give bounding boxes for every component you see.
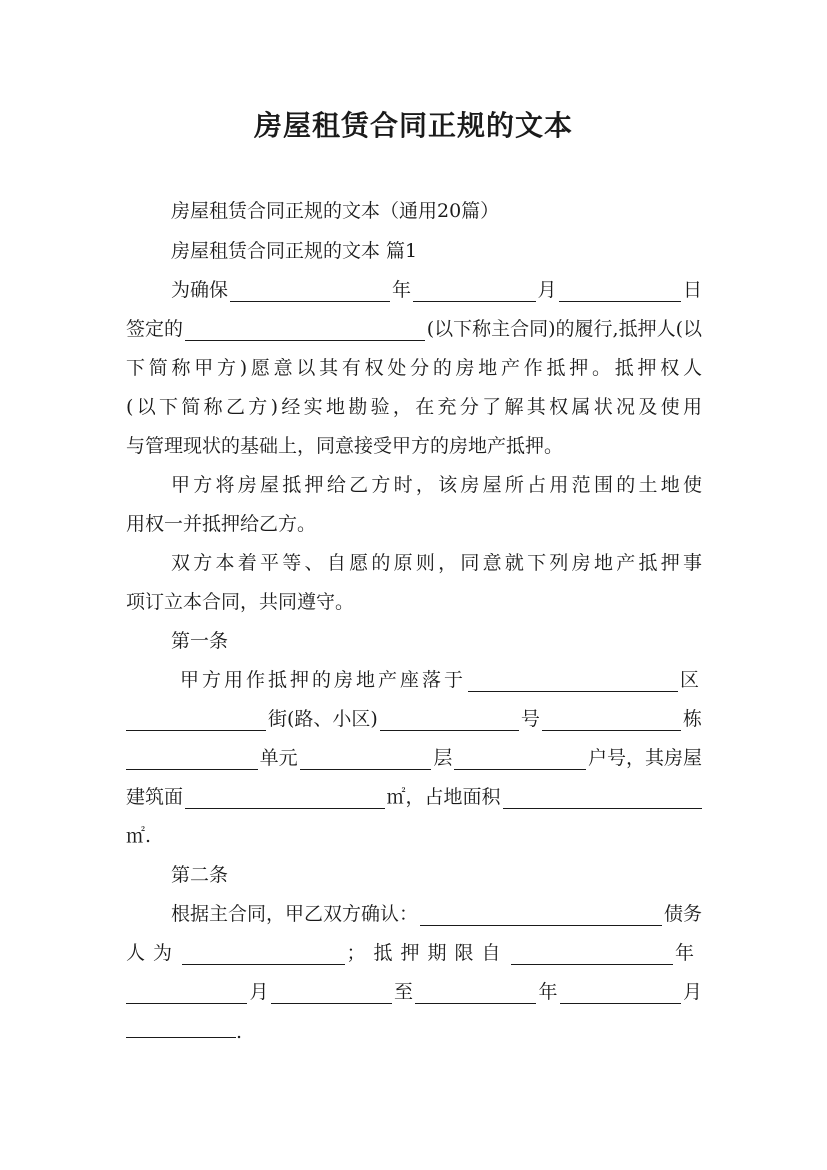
- paragraph-3-line-2: 项订立本合同，共同遵守。: [126, 591, 355, 613]
- blank-field: [185, 322, 425, 341]
- blank-field: [126, 1019, 236, 1038]
- blank-field: [560, 985, 681, 1004]
- text-segment: 甲方用作抵押的房地产座落于: [180, 669, 467, 691]
- text-segment: 栋: [683, 708, 702, 730]
- text-segment: 年: [538, 981, 558, 1003]
- blank-field: [126, 751, 258, 770]
- article-2-line-3: [126, 980, 702, 1004]
- text-segment: (以下称主合同)的履行,抵押人(以: [426, 318, 702, 340]
- blank-field: [415, 985, 536, 1004]
- text-segment: 债务: [663, 903, 702, 925]
- paragraph-3-line-1: 双方本着平等、自愿的原则，同意就下列房地产抵押事: [171, 552, 702, 574]
- blank-field: [300, 751, 432, 770]
- text-segment: ㎡，占地面积: [386, 786, 501, 808]
- text-segment: ；抵押期限自: [346, 942, 509, 964]
- blank-field: [380, 712, 519, 731]
- paragraph-2-line-2: 用权一并抵押给乙方。: [126, 513, 317, 535]
- text-segment: 月: [682, 981, 702, 1003]
- blank-field: [503, 790, 702, 809]
- text-segment: 为确保: [171, 279, 229, 301]
- paragraph-1-line-4: (以下简称乙方)经实地勘验，在充分了解其权属状况及使用: [126, 396, 702, 418]
- paragraph-2-line-1: 甲方将房屋抵押给乙方时，该房屋所占用范围的土地使: [171, 474, 702, 496]
- article-2-heading: 第二条: [171, 864, 229, 886]
- blank-field: [511, 946, 673, 965]
- text-segment: 日: [682, 279, 702, 301]
- text-segment: 年: [675, 942, 702, 964]
- text-segment: 签定的: [126, 318, 184, 340]
- blank-field: [126, 712, 266, 731]
- blank-field: [126, 985, 247, 1004]
- blank-field: [182, 946, 344, 965]
- text-segment: 号: [520, 708, 540, 730]
- section-heading: 房屋租赁合同正规的文本 篇1: [171, 240, 418, 262]
- text-segment: 年: [392, 279, 412, 301]
- text-segment: 人为: [126, 942, 181, 964]
- paragraph-1-line-2: [126, 317, 702, 341]
- paragraph-1-line-3: 下简称甲方)愿意以其有权处分的房地产作抵押。抵押权人: [126, 357, 702, 379]
- text-segment: 月: [537, 279, 557, 301]
- document-title: 房屋租赁合同正规的文本: [253, 109, 573, 142]
- text-segment: 单元: [259, 747, 298, 769]
- article-2-line-2: [126, 941, 702, 965]
- article-2-line-4: [126, 1019, 702, 1043]
- text-segment: 街(路、小区): [268, 708, 378, 730]
- article-2-line-1: [126, 902, 702, 926]
- text-segment: .: [236, 1021, 243, 1043]
- article-1-line-1: [126, 668, 702, 692]
- article-1-line-3: [126, 746, 702, 770]
- text-segment: 月: [249, 981, 269, 1003]
- blank-field: [468, 673, 678, 692]
- blank-field: [230, 283, 390, 302]
- blank-field: [559, 283, 681, 302]
- blank-field: [271, 985, 392, 1004]
- document-subtitle: 房屋租赁合同正规的文本（通用20篇）: [171, 200, 500, 222]
- text-segment: 户号，其房屋: [588, 747, 702, 769]
- article-1-line-5: ㎡.: [126, 825, 152, 847]
- article-1-line-4: [126, 785, 702, 809]
- paragraph-1-line-1: [126, 278, 702, 302]
- article-1-line-2: [126, 707, 702, 731]
- article-1-heading: 第一条: [171, 630, 229, 652]
- text-segment: 层: [433, 747, 453, 769]
- text-segment: 区: [679, 669, 702, 691]
- blank-field: [454, 751, 586, 770]
- blank-field: [542, 712, 681, 731]
- text-segment: 根据主合同，甲乙双方确认：: [171, 903, 419, 925]
- text-segment: 至: [393, 981, 413, 1003]
- paragraph-1-line-5: 与管理现状的基础上，同意接受甲方的房地产抵押。: [126, 435, 564, 457]
- blank-field: [413, 283, 535, 302]
- blank-field: [420, 907, 662, 926]
- blank-field: [185, 790, 384, 809]
- text-segment: 建筑面: [126, 786, 184, 808]
